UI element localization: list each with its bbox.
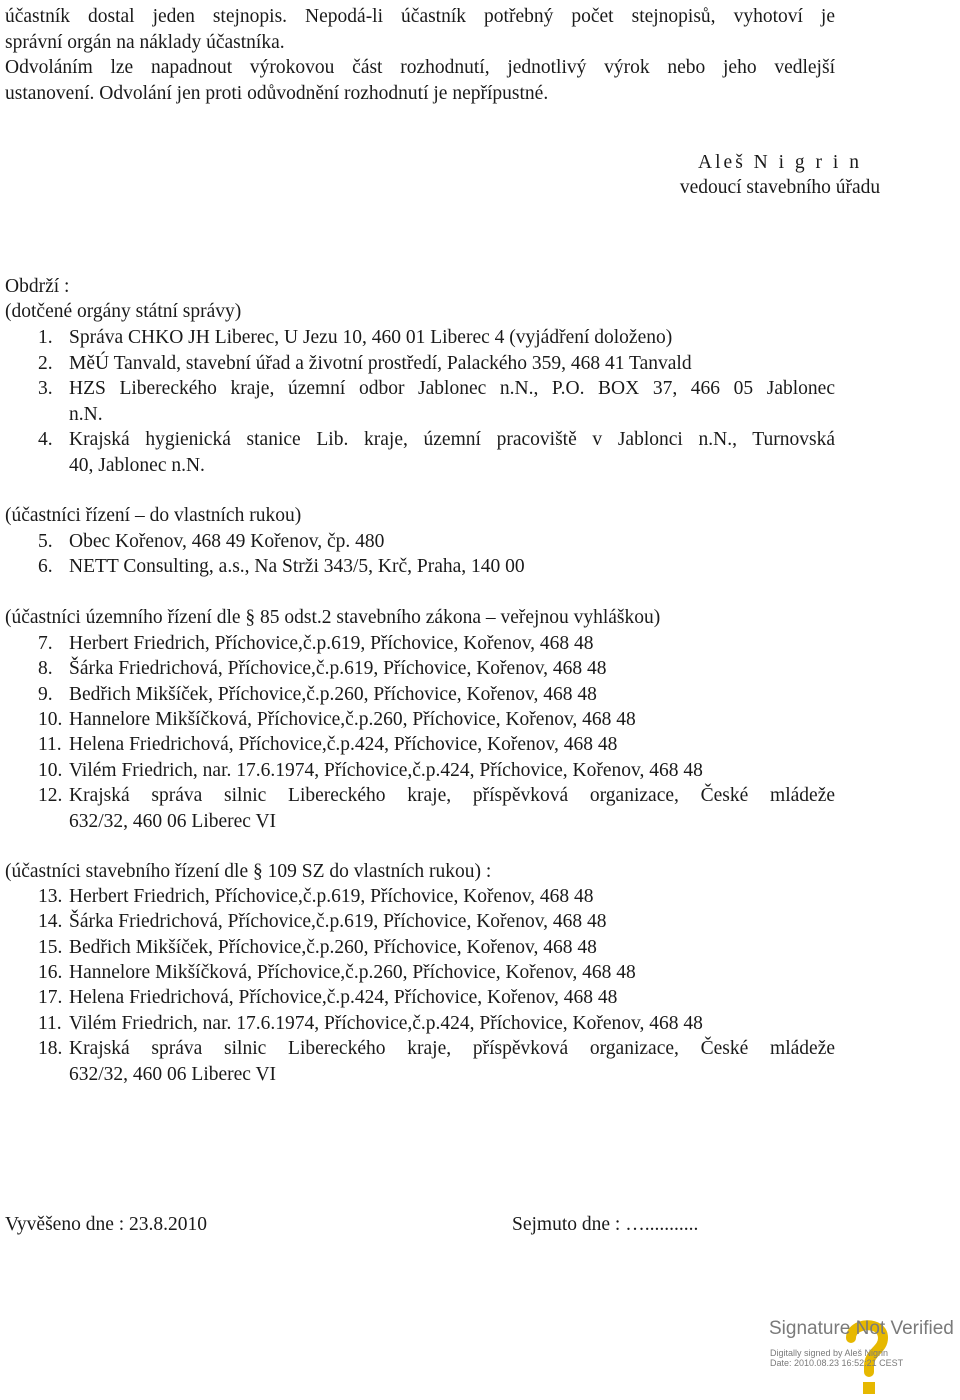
recipient-line: Hannelore Mikšíčková, Příchovice,č.p.260, Příchovice, Kořenov, 468 48 (69, 709, 636, 730)
recipient-line: Šárka Friedrichová, Příchovice,č.p.619, Příchovice, Kořenov, 468 48 (69, 911, 607, 932)
digital-signature-stamp[interactable] (745, 1312, 960, 1400)
recipient-line: Bedřich Mikšíček, Příchovice,č.p.260, Příchovice, Kořenov, 468 48 (69, 937, 597, 958)
recipient-line: Helena Friedrichová, Příchovice,č.p.424, Příchovice, Kořenov, 468 48 (69, 987, 618, 1008)
recipient-text (69, 1011, 835, 1037)
recipient-text (69, 1036, 835, 1087)
recipient-line: 40, Jablonec n.N. (69, 454, 205, 476)
removed-date: Sejmuto dne : …........... (512, 1214, 699, 1235)
intro-line: správní orgán na náklady účastníka. (5, 31, 285, 53)
recipient-text (69, 656, 835, 682)
intro-paragraph (5, 4, 835, 106)
recipient-text (69, 935, 835, 961)
recipient-text (69, 884, 835, 910)
recipient-line: Správa CHKO JH Liberec, U Jezu 10, 460 01 Liberec 4 (vyjádření doloženo) (69, 327, 673, 348)
recipient-text (69, 376, 835, 427)
signature-status: Signature Not Verified (769, 1318, 954, 1339)
recipient-line: HZS Libereckého kraje, územní odbor Jablonec n.N., P.O. BOX 37, 466 05 Jablonec (69, 378, 835, 399)
recipient-line: Vilém Friedrich, nar. 17.6.1974, Příchovice,č.p.424, Příchovice, Kořenov, 468 48 (69, 1013, 703, 1034)
recipient-text (69, 631, 835, 657)
recipient-line: Šárka Friedrichová, Příchovice,č.p.619, Příchovice, Kořenov, 468 48 (69, 658, 607, 679)
recipient-line: 632/32, 460 06 Liberec VI (69, 1063, 277, 1085)
recipient-text (69, 529, 835, 555)
recipient-number: 10. (38, 760, 63, 781)
recipient-text (69, 985, 835, 1011)
recipient-line: n.N. (69, 403, 103, 425)
recipient-line: 632/32, 460 06 Liberec VI (69, 810, 277, 832)
recipient-line: MěÚ Tanvald, stavební úřad a životní prostředí, Palackého 359, 468 41 Tanvald (69, 353, 692, 374)
recipient-number: 3. (38, 378, 53, 399)
signature-block (560, 150, 960, 200)
recipient-group-heading: (účastníci stavebního řízení dle § 109 SZ do vlastních rukou) : (5, 861, 492, 882)
recipient-number: 4. (38, 429, 53, 450)
recipient-line: Hannelore Mikšíčková, Příchovice,č.p.260, Příchovice, Kořenov, 468 48 (69, 962, 636, 983)
recipient-line: NETT Consulting, a.s., Na Strži 343/5, Krč, Praha, 140 00 (69, 556, 525, 577)
recipient-text (69, 682, 835, 708)
recipient-number: 16. (38, 962, 63, 983)
recipient-number: 5. (38, 531, 53, 552)
recipient-line: Vilém Friedrich, nar. 17.6.1974, Příchovice,č.p.424, Příchovice, Kořenov, 468 48 (69, 760, 703, 781)
recipient-number: 10. (38, 709, 63, 730)
intro-line: účastník dostal jeden stejnopis. Nepodá-li účastník potřebný počet stejnopisů, vyhotoví je (5, 6, 835, 27)
recipient-number: 6. (38, 556, 53, 577)
signature-signer: Digitally signed by Aleš Nigrin (770, 1348, 889, 1358)
recipient-text (69, 554, 835, 580)
recipient-group-heading: (účastníci územního řízení dle § 85 odst.2 stavebního zákona – veřejnou vyhláškou) (5, 607, 661, 628)
posted-date: Vyvěšeno dne : 23.8.2010 (5, 1214, 208, 1235)
recipient-line: Obec Kořenov, 468 49 Kořenov, čp. 480 (69, 531, 385, 552)
recipient-line: Helena Friedrichová, Příchovice,č.p.424, Příchovice, Kořenov, 468 48 (69, 734, 618, 755)
recipient-number: 7. (38, 633, 53, 654)
recipient-group-heading: (účastníci řízení – do vlastních rukou) (5, 505, 302, 526)
recipient-number: 9. (38, 684, 53, 705)
recipient-number: 15. (38, 937, 63, 958)
recipient-text (69, 351, 835, 377)
recipient-text (69, 783, 835, 834)
recipient-line: Krajská správa silnic Libereckého kraje, příspěvková organizace, České mládeže (69, 1038, 835, 1059)
recipient-number: 14. (38, 911, 63, 932)
recipient-number: 18. (38, 1038, 63, 1059)
recipient-group-heading: (dotčené orgány státní správy) (5, 301, 242, 322)
recipient-line: Krajská správa silnic Libereckého kraje, příspěvková organizace, České mládeže (69, 785, 835, 806)
recipient-number: 17. (38, 987, 63, 1008)
intro-line: ustanovení. Odvolání jen proti odůvodnění rozhodnutí je nepřípustné. (5, 82, 549, 104)
signatory-title: vedoucí stavebního úřadu (679, 177, 881, 198)
signature-date: Date: 2010.08.23 16:52:21 CEST (770, 1358, 904, 1368)
recipient-line: Herbert Friedrich, Příchovice,č.p.619, Příchovice, Kořenov, 468 48 (69, 886, 594, 907)
recipient-text (69, 960, 835, 986)
recipient-number: 11. (38, 1013, 62, 1034)
recipient-line: Herbert Friedrich, Příchovice,č.p.619, Příchovice, Kořenov, 468 48 (69, 633, 594, 654)
recipient-text (69, 707, 835, 733)
recipient-text (69, 325, 835, 351)
recipient-number: 13. (38, 886, 63, 907)
recipient-number: 2. (38, 353, 53, 374)
recipient-line: Bedřich Mikšíček, Příchovice,č.p.260, Příchovice, Kořenov, 468 48 (69, 684, 597, 705)
recipient-text (69, 732, 835, 758)
recipient-number: 11. (38, 734, 62, 755)
recipient-text (69, 427, 835, 478)
recipients-heading: Obdrží : (5, 276, 70, 297)
recipient-text (69, 909, 835, 935)
recipient-number: 12. (38, 785, 63, 806)
recipient-text (69, 758, 835, 784)
signatory-name: Aleš N i g r i n (698, 152, 862, 173)
recipient-number: 8. (38, 658, 53, 679)
recipient-number: 1. (38, 327, 53, 348)
intro-line: Odvoláním lze napadnout výrokovou část rozhodnutí, jednotlivý výrok nebo jeho vedlejší (5, 57, 835, 78)
recipient-line: Krajská hygienická stanice Lib. kraje, územní pracoviště v Jablonci n.N., Turnovská (69, 429, 835, 450)
